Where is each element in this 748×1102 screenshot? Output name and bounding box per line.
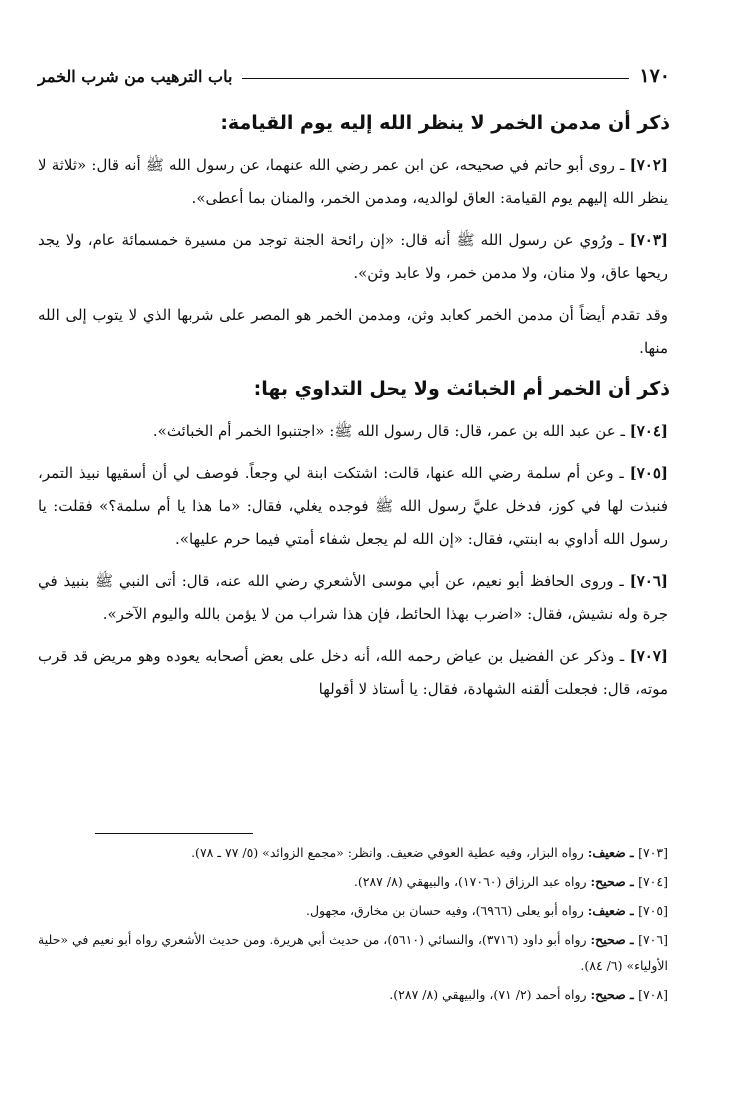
hadith-number: [٧٠٥] (629, 464, 668, 482)
footnote-number: [٧٠٦] (638, 932, 668, 947)
hadith-number: [٧٠٣] (629, 231, 668, 249)
commentary-paragraph (38, 299, 670, 365)
footnote-number: [٧٠٥] (638, 903, 668, 918)
hadith-number: [٧٠٢] (629, 156, 668, 174)
section-heading: ذكر أن مدمن الخمر لا ينظر الله إليه يوم القيامة: (220, 112, 670, 134)
main-text (38, 108, 670, 715)
footnote (38, 927, 668, 979)
hadith-number: [٧٠٦] (629, 572, 668, 590)
hadith-text: ـ روى أبو حاتم في صحيحه، عن ابن عمر رضي الله عنهما، عن رسول الله ﷺ أنه قال: «ثلاثة لا ينظر الله إليهم يوم القيامة: العاق لوالديه، ومدمن الخمر، والمنان بما أعطى». (38, 156, 668, 207)
hadith-text: ـ ورُوي عن رسول الله ﷺ أنه قال: «إن رائحة الجنة توجد من مسيرة خمسمائة عام، ولا يجد ريحها عاق، ولا منان، ولا مدمن خمر، ولا عابد وثن». (38, 231, 668, 282)
hadith-paragraph (38, 415, 670, 448)
commentary-text: وقد تقدم أيضاً أن مدمن الخمر كعابد وثن، ومدمن الخمر هو المصر على شربها الذي لا يتوب إلى الله منها. (38, 306, 668, 357)
hadith-text: ـ عن عبد الله بن عمر، قال: قال رسول الله ﷺ: «اجتنبوا الخمر أم الخبائث». (152, 422, 630, 440)
footnote-text: رواه أحمد (٢/ ٧١)، والبيهقي (٨/ ٢٨٧). (389, 987, 591, 1002)
footnote-separator (95, 833, 253, 834)
hadith-text: ـ وعن أم سلمة رضي الله عنها، قالت: اشتكت ابنة لي وجعاً. فوصف لي أن أسقيها نبيذ التمر، فنبذت لها في كوز، فدخل عليَّ رسول الله ﷺ فوجده يغلي، فقال: «ما هذا يا أم سلمة؟» فقلت: يا رسول الله أداوي به ابنتي، فقال: «إن الله لم يجعل شفاء أمتي فيما حرم عليها». (38, 464, 668, 548)
hadith-number: [٧٠٧] (629, 647, 668, 665)
header-rule (242, 78, 629, 79)
footnote-number: [٧٠٣] (638, 845, 668, 860)
footnote-grade: ـ صحيح: (590, 987, 639, 1002)
hadith-paragraph (38, 640, 670, 706)
footnote-text: رواه عبد الرزاق (١٧٠٦٠)، والبيهقي (٨/ ٢٨٧). (353, 874, 591, 889)
footnote-grade: ـ ضعيف: (587, 903, 639, 918)
hadith-paragraph (38, 565, 670, 631)
hadith-paragraph (38, 457, 670, 556)
footnotes (38, 840, 668, 1011)
footnote-grade: ـ صحيح: (590, 874, 639, 889)
running-title: باب الترهيب من شرب الخمر (38, 66, 233, 86)
footnote-number: [٧٠٨] (638, 987, 668, 1002)
footnote (38, 869, 668, 895)
hadith-text: ـ وذكر عن الفضيل بن عياض رحمه الله، أنه دخل على بعض أصحابه يعوده وهو مريض قد قرب موته، قال: فجعلت ألقنه الشهادة، فقال: يا أستاذ لا أقولها (38, 647, 668, 698)
section-heading: ذكر أن الخمر أم الخبائث ولا يحل التداوي بها: (253, 378, 670, 400)
page-number: ١٧٠ (639, 65, 670, 87)
footnote (38, 840, 668, 866)
footnote-grade: ـ صحيح: (590, 932, 639, 947)
footnote-grade: ـ ضعيف: (587, 845, 639, 860)
footnote-number: [٧٠٤] (638, 874, 668, 889)
footnote (38, 982, 668, 1008)
footnote-text: رواه أبو يعلى (٦٩٦٦)، وفيه حسان بن مخارق، مجهول. (306, 903, 588, 918)
footnote (38, 898, 668, 924)
footnote-text: رواه البزار، وفيه عطية العوفي ضعيف. وانظر: «مجمع الزوائد» (٥/ ٧٧ ـ ٧٨). (191, 845, 588, 860)
footnote-text: رواه أبو داود (٣٧١٦)، والنسائي (٥٦١٠)، من حديث أبي هريرة. ومن حديث الأشعري رواه أبو نعيم في «حلية الأولياء» (٦/ ٨٤). (38, 932, 668, 973)
hadith-number: [٧٠٤] (629, 422, 668, 440)
hadith-paragraph (38, 224, 670, 290)
running-header (38, 62, 670, 90)
hadith-text: ـ وروى الحافظ أبو نعيم، عن أبي موسى الأشعري رضي الله عنه، قال: أتى النبي ﷺ بنبيذ في جرة وله نشيش، فقال: «اضرب بهذا الحائط، فإن هذا شراب من لا يؤمن بالله واليوم الآخر». (38, 572, 668, 623)
hadith-paragraph (38, 149, 670, 215)
